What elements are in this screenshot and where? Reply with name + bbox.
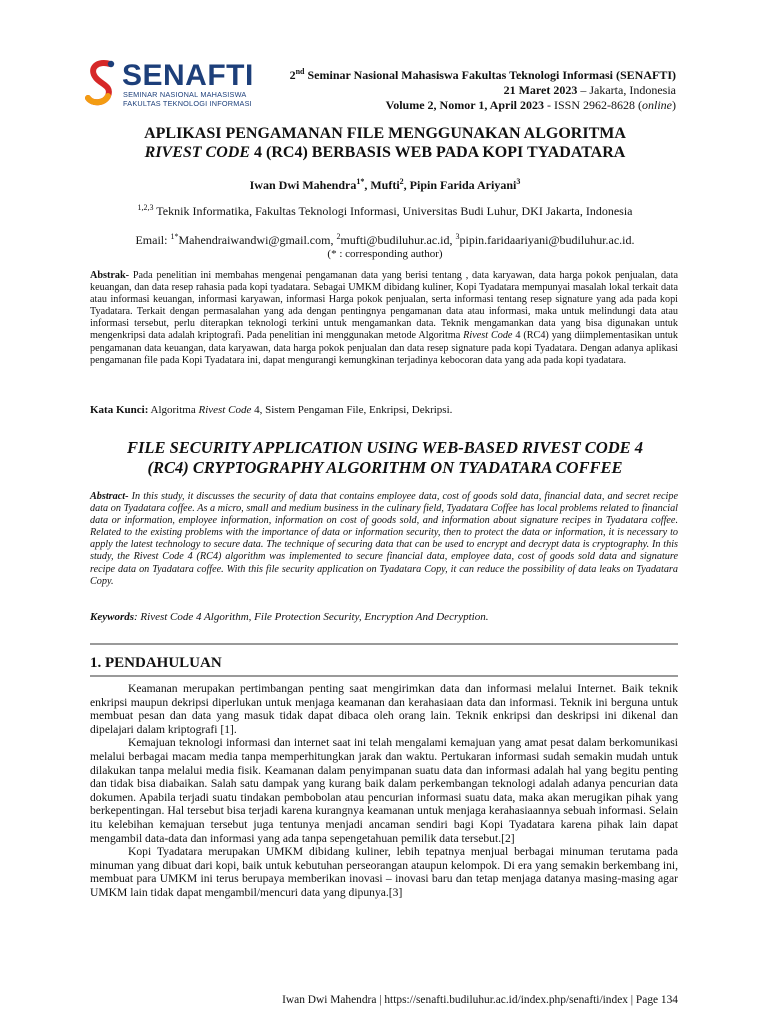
section-divider-top (90, 643, 678, 645)
paragraph-2: Kemajuan teknologi informasi dan internet saat ini telah mengalami kemajuan yang amat pesat dalam berkomunikasi melalui berbagai macam media tanpa memperhitungkan jarak dan waktu. Pertukaran informasi sudah semakin mudah untuk dilakukan tanpa melalui media fisik. Keamanan dalam penyimpanan suatu data dan informasi adalah hal yang begitu penting dan tidak bisa diabaikan. Salah satu dampak yang kurang baik dalam perkembangan teknologi adalah adanya pencurian data dokumen. Apabila terjadi suatu tindakan pembobolan atau pencurian informasi suatu data, maka akan merugikan pihak yang berkepentingan. Hal tersebut bisa terjadi karena kurangnya keamanan untuk menjaga kerahasiaannya sebuah informasi. Selain itu kelebihan kemajuan tersebut juga tentunya menjadi ancaman sendiri bagi Kopi Tyadatara karena pihak lain dapat mengambil data-data dan informasi yang ada tanpa sepengetahuan pemilik data tersebut.[2] (90, 736, 678, 845)
conference-date: 21 Maret 2023 – Jakarta, Indonesia (503, 83, 676, 97)
email-block (90, 230, 680, 261)
conference-volume: Volume 2, Nomor 1, April 2023 - ISSN 2962-8628 (online) (385, 98, 676, 112)
paragraph-3: Kopi Tyadatara merupakan UMKM dibidang kuliner, lebih tepatnya menjual berbagai minuman terutama pada minuman yang dibuat dari kopi, baik untuk kebutuhan perseorangan ataupun kelompok. Di era yang semakin berkembang ini, membuat para UMKM ini terus berupaya memberikan inovasi – inovasi baru dan tetap menjaga datanya masing-masing agar UMKM lain tidak dapat mengambil/mencuri data yang dipunya.[3] (90, 845, 678, 899)
section-body (90, 682, 678, 900)
keywords-indonesian: Kata Kunci: Algoritma Rivest Code 4, Sistem Pengaman File, Enkripsi, Dekripsi. (90, 404, 453, 416)
logo-subtitle-2: FAKULTAS TEKNOLOGI INFORMASI (123, 99, 252, 108)
email-line: Email: $^{1*}$Mahendraiwandwi@gmail.com, $^2$mufti@budiluhur.ac.id, $^3$pipin.faridaariyani@budiluhur.ac.id. (135, 232, 635, 247)
keywords-english: Keywords: Rivest Code 4 Algorithm, File Protection Security, Encryption And Decryption. (90, 611, 489, 623)
paper-title-english: FILE SECURITY APPLICATION USING WEB-BASED RIVEST CODE 4 (RC4) CRYPTOGRAPHY ALGORITHM ON TYADATARA COFFEE (126, 438, 644, 477)
conference-name: 2nd Seminar Nasional Mahasiswa Fakultas Teknologi Informasi (SENAFTI) (289, 67, 676, 82)
abstract-english: Abstract- In this study, it discusses the security of data that contains employee data, cost of goods sold data, financial data, and secret recipe data on Tyadatara coffee. As a micro, small and medium business in the culinary field, Tyadatara Coffee has local problems related to financial data or information, employee information, information on cost of goods sold, and information about signature recipes in Tyadatara coffee. Related to the existing problems with the importance of data or information security, then to protect the data or information, it is necessary to apply the latest technology to secure data. The technique of securing data that can be used to encrypt and decrypt data is cryptography. In this study, the Rivest Code 4 (RC4) algorithm was implemented to secure financial data, employee data, cost of goods sold data and signature recipe data on Tyadatara coffee. With this file security application on Tyadatara Copy, it can reduce the possibility of data leaks on Tyadatara Copy. (90, 491, 678, 587)
page-footer: Iwan Dwi Mahendra | https://senafti.budiluhur.ac.id/index.php/senafti/index | Page 134 (282, 994, 678, 1006)
affiliation: $^{1,2,3}$ Teknik Informatika, Fakultas Teknologi Informasi, Universitas Budi Luhur, DKI Jakarta, Indonesia (137, 203, 633, 218)
senafti-logo-mark-icon (84, 58, 120, 108)
corresponding-author-note: (* : corresponding author) (327, 248, 443, 260)
conference-header (290, 64, 676, 113)
author-list: Iwan Dwi Mahendra$^{1*}$, Mufti$^2$, Pipin Farida Ariyani$^3$ (249, 177, 521, 192)
paper-title-indonesian: APLIKASI PENGAMANAN FILE MENGGUNAKAN ALGORITMA RIVEST CODE 4 (RC4) BERBASIS WEB PADA KOPI TYADATARA (144, 125, 626, 161)
paragraph-1: Keamanan merupakan pertimbangan penting saat mengirimkan data dan informasi melalui Internet. Baik teknik enkripsi maupun dekripsi diperlukan untuk menjaga keamanan dan kerahasiaan data dan informasi. Teknik ini berguna untuk membuat pesan dan data yang masuk tidak dapat dibaca oleh orang lain. Teknik enkripsi dan deskripsi ini dikenal dan dipelajari dalam kriptografi [1]. (90, 682, 678, 736)
section-heading-pendahuluan: 1. PENDAHULUAN (90, 655, 222, 671)
logo-subtitle-1: SEMINAR NASIONAL MAHASISWA (123, 90, 247, 99)
abstract-indonesian: Abstrak- Pada penelitian ini membahas mengenai pengamanan data yang berisi tentang , data karyawan, data harga pokok penjualan, data keuangan, dan data resep rahasia pada kopi tyadatara. Sebagai UMKM dibidang kuliner, Kopi Tyadatara mempunyai masalah lokal terkait data atau informasi keuangan, informasi karyawan, informasi Harga pokok penjualan, serta informasi tentang resep signature yang ada pada kopi Tyadatara. Terkait dengan permasalahan yang ada dengan pentingnya pengamanan data atau informasi, maka untuk melindungi data atau informasi tersebut, perlu diterapkan teknologi terkini untuk mengamankan data. Teknik mengamankan data yang bisa digunakan untuk mengenkripsi data adalah kriptografi. Pada penelitian ini menggunakan metode Algoritma Rivest Code 4 (RC4) yang diimplementasikan untuk pengamanan data keuangan, data karyawan, data harga pokok penjualan dan data resep signature pada kopi Tyadatara. Dengan adanya aplikasi pengamanan file pada Kopi Tyadatara ini, dapat mengurangi kemungkinan terjadinya kebocoran data yang ada pada kopi tyadatara. (90, 270, 678, 366)
section-divider-bottom (90, 675, 678, 677)
senafti-logo (84, 58, 254, 108)
logo-title: SENAFTI (122, 59, 254, 92)
